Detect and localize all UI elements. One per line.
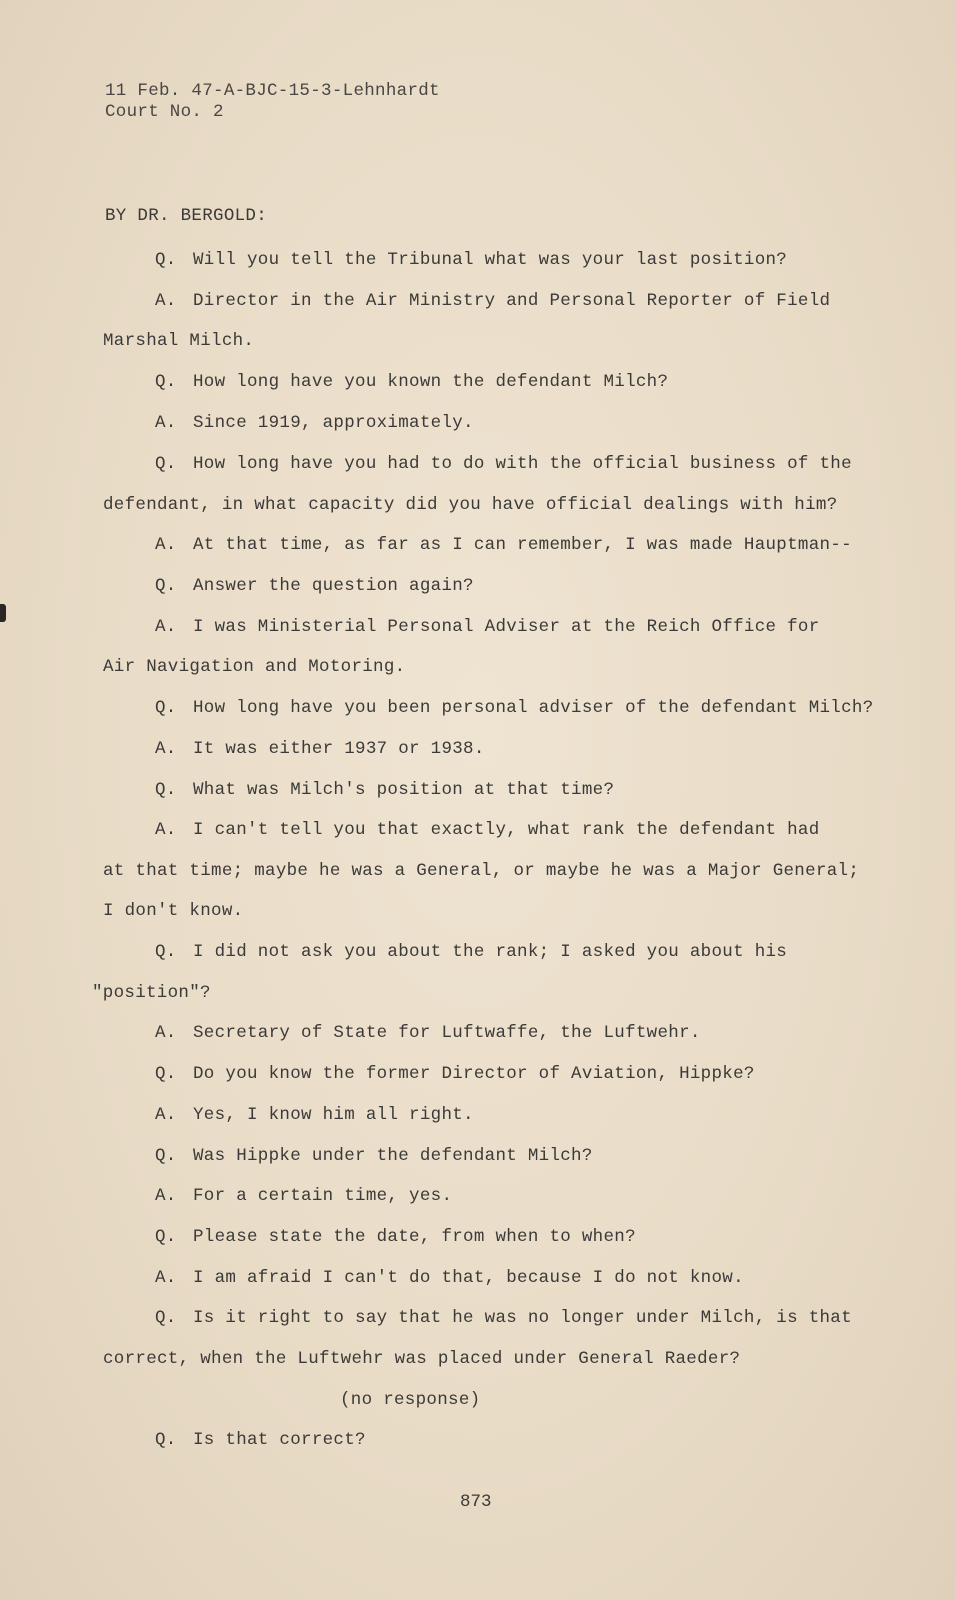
transcript-continuation: Air Navigation and Motoring. [103,657,406,677]
transcript-continuation: Marshal Milch. [103,331,255,351]
header-case-reference: 11 Feb. 47-A-BJC-15-3-Lehnhardt [105,81,440,101]
transcript-continuation: "position"? [92,983,211,1003]
header-court-number: Court No. 2 [105,102,224,122]
transcript-line: Q. Will you tell the Tribunal what was your last position? [155,250,788,270]
no-response-note: (no response) [340,1390,481,1410]
transcript-line: A. I was Ministerial Personal Adviser at the Reich Office for [155,617,820,637]
transcript-line: A. Since 1919, approximately. [155,413,474,433]
transcript-line: A. For a certain time, yes. [155,1186,453,1206]
binding-mark [0,604,6,622]
transcript-line: Q. How long have you had to do with the official business of the [155,454,852,474]
transcript-continuation: correct, when the Luftwehr was placed under General Raeder? [103,1349,741,1369]
transcript-line: Q. Is it right to say that he was no longer under Milch, is that [155,1308,852,1328]
transcript-line: A. Secretary of State for Luftwaffe, the Luftwehr. [155,1023,701,1043]
transcript-line: Q. Was Hippke under the defendant Milch? [155,1146,593,1166]
transcript-line: Q. Is that correct? [155,1430,366,1450]
transcript-line: Q. What was Milch's position at that time? [155,780,615,800]
speaker-heading: BY DR. BERGOLD: [105,206,268,226]
transcript-continuation: defendant, in what capacity did you have official dealings with him? [103,495,838,515]
transcript-continuation: I don't know. [103,901,244,921]
transcript-line: A. At that time, as far as I can remember, I was made Hauptman-- [155,535,852,555]
transcript-line: A. Yes, I know him all right. [155,1105,474,1125]
transcript-line: A. I can't tell you that exactly, what rank the defendant had [155,820,820,840]
transcript-line: Q. Answer the question again? [155,576,474,596]
transcript-line: Q. Please state the date, from when to when? [155,1227,636,1247]
transcript-line: A. It was either 1937 or 1938. [155,739,485,759]
transcript-continuation: at that time; maybe he was a General, or maybe he was a Major General; [103,861,860,881]
transcript-line: Q. How long have you known the defendant Milch? [155,372,669,392]
transcript-line: Q. Do you know the former Director of Aviation, Hippke? [155,1064,755,1084]
transcript-line: A. I am afraid I can't do that, because I do not know. [155,1268,744,1288]
transcript-line: Q. I did not ask you about the rank; I asked you about his [155,942,788,962]
page-number: 873 [460,1492,492,1512]
transcript-line: Q. How long have you been personal adviser of the defendant Milch? [155,698,874,718]
transcript-line: A. Director in the Air Ministry and Personal Reporter of Field [155,291,831,311]
